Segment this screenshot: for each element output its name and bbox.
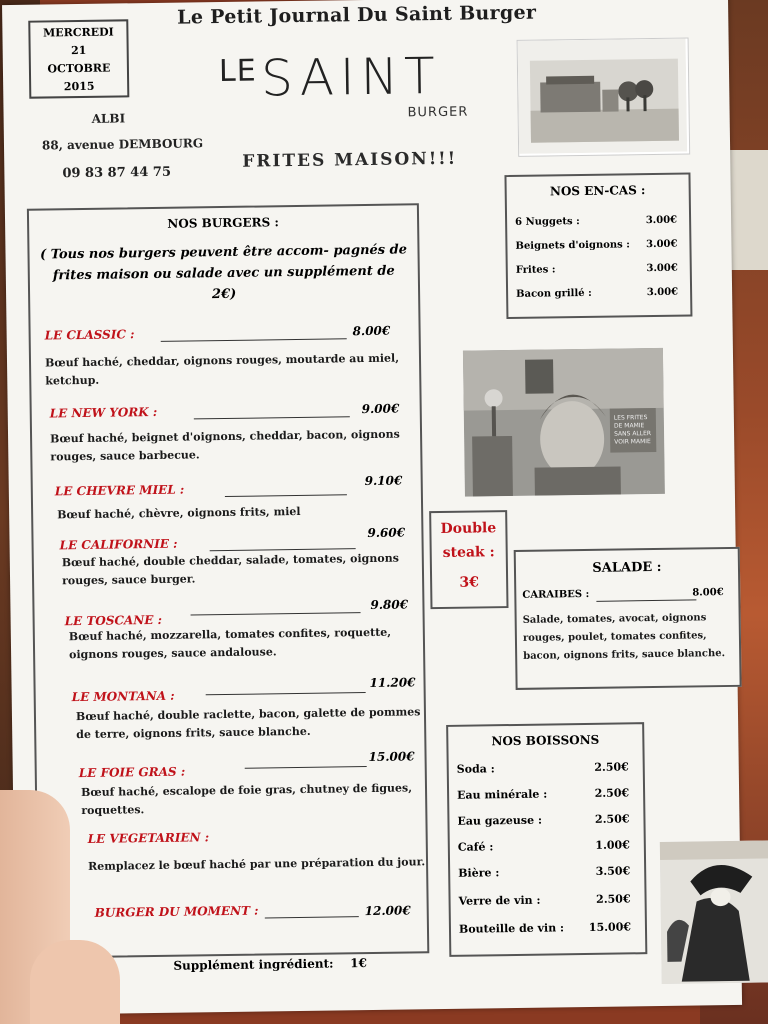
- background-floor: [730, 150, 768, 270]
- boisson-name: Bière :: [458, 866, 500, 880]
- boisson-price: 15.00€: [588, 920, 632, 934]
- encas-price: 3.00€: [646, 238, 678, 251]
- burger-desc: Remplacez le bœuf haché par une préparation du jour.: [87, 855, 426, 873]
- double-steak-box: [429, 510, 508, 609]
- vintage-poster: [660, 840, 768, 984]
- boisson-price: 2.50€: [594, 760, 629, 774]
- boisson-row: [458, 838, 638, 854]
- burger-name: LE FOIE GRAS :: [78, 764, 186, 781]
- burger-name: LE CALIFORNIE :: [59, 536, 178, 553]
- burgers-section: [27, 203, 429, 958]
- boisson-name: Verre de vin :: [458, 893, 541, 908]
- encas-row: [516, 287, 686, 300]
- salade-section: [514, 547, 742, 690]
- supplement-label: [173, 956, 367, 973]
- frites-maison-banner: FRITES MAISON!!!: [242, 148, 458, 172]
- burger-name: LE MONTANA :: [71, 688, 175, 705]
- steak-price: 3€: [459, 574, 479, 591]
- burger-desc: Bœuf haché, double cheddar, salade, tomates, oignons rouges, sauce burger.: [61, 551, 399, 588]
- encas-section: [504, 172, 692, 319]
- burger-price: 12.00€: [364, 903, 411, 919]
- photo-caption: LES FRITES DE MAMIE SANS ALLER VOIR MAMIE: [613, 414, 652, 446]
- date-box: [28, 19, 129, 98]
- boisson-name: Soda :: [456, 762, 495, 776]
- price-leader: [206, 692, 366, 695]
- burger-desc: Bœuf haché, chèvre, oignons frits, miel: [57, 504, 301, 522]
- encas-name: 6 Nuggets :: [515, 216, 580, 228]
- boisson-price: 1.00€: [595, 838, 630, 852]
- burger-price: 9.00€: [361, 401, 400, 417]
- logo-burger: BURGER: [407, 104, 469, 121]
- burgers-intro: ( Tous nos burgers peuvent être accom- pagnés de frites maison ou salade avec un supplément de 2€): [39, 242, 408, 303]
- burger-price: 15.00€: [368, 749, 415, 765]
- boisson-row: [459, 920, 639, 936]
- address: 88, avenue DEMBOURG: [41, 136, 204, 153]
- encas-name: Bacon grillé :: [516, 287, 592, 300]
- logo-saint: SAINT: [260, 46, 442, 108]
- burger-name: LE CLASSIC :: [44, 327, 135, 343]
- price-leader: [194, 416, 350, 419]
- building-photo: [517, 37, 691, 156]
- burger-name: LE VEGETARIEN :: [87, 830, 210, 846]
- burger-name: LE TOSCANE :: [64, 612, 163, 629]
- steak-line1: Double: [440, 520, 497, 537]
- date-year: 2015: [63, 79, 95, 94]
- burger-desc: Bœuf haché, mozzarella, tomates confites, roquette, oignons rouges, sauce andalouse.: [68, 625, 392, 662]
- burger-name: LE CHEVRE MIEL :: [54, 482, 185, 499]
- boisson-name: Eau minérale :: [457, 787, 548, 802]
- boissons-section: [446, 722, 647, 957]
- boisson-price: 2.50€: [594, 812, 630, 826]
- price-leader: [191, 612, 361, 615]
- boisson-price: 2.50€: [596, 892, 631, 906]
- salade-name: CARAIBES :: [522, 588, 590, 601]
- date-month: OCTOBRE: [47, 61, 111, 76]
- price-leader: [161, 338, 347, 342]
- date-weekday: MERCREDI: [42, 25, 114, 40]
- burger-desc: Bœuf haché, escalope de foie gras, chutney de figues, roquettes.: [80, 781, 413, 818]
- burger-desc: Bœuf haché, double raclette, bacon, galette de pommes de terre, oignons frits, sauce blanche.: [75, 705, 421, 742]
- encas-price: 3.00€: [645, 214, 678, 227]
- burger-price: 8.00€: [352, 323, 391, 339]
- price-leader: [245, 766, 367, 769]
- price-leader: [596, 599, 696, 601]
- boisson-row: [457, 786, 637, 802]
- burger-desc: Bœuf haché, beignet d'oignons, cheddar, bacon, oignons rouges, sauce barbecue.: [50, 427, 400, 464]
- salade-desc: Salade, tomates, avocat, oignons rouges, poulet, tomates confites, bacon, oignons frits, sauce blanche.: [522, 612, 726, 662]
- boisson-name: Café :: [457, 840, 494, 854]
- boisson-price: 2.50€: [594, 786, 630, 800]
- kid-photo: [463, 348, 665, 497]
- encas-price: 3.00€: [646, 286, 679, 299]
- steak-line2: steak :: [442, 544, 495, 561]
- menu-title: Le Petit Journal Du Saint Burger: [177, 1, 537, 29]
- burger-price: 11.20€: [369, 675, 416, 691]
- logo-le: LE: [218, 53, 257, 90]
- boisson-row: [457, 760, 637, 776]
- boisson-name: Eau gazeuse :: [457, 813, 543, 828]
- menu-sheet: [2, 0, 742, 1015]
- encas-row: [515, 215, 685, 228]
- salade-price: 8.00€: [692, 587, 724, 599]
- encas-price: 3.00€: [646, 262, 678, 275]
- salade-title: SALADE :: [592, 559, 662, 576]
- burger-price: 9.10€: [364, 473, 403, 489]
- burger-desc: Bœuf haché, cheddar, oignons rouges, moutarde au miel, ketchup.: [44, 351, 400, 388]
- hand-fingers: [30, 940, 120, 1024]
- burger-name: LE NEW YORK :: [49, 404, 158, 421]
- boisson-row: [458, 864, 638, 880]
- city: ALBI: [91, 111, 126, 126]
- boissons-title: NOS BOISSONS: [491, 732, 600, 749]
- saint-burger-logo: [215, 40, 486, 128]
- burger-price: 9.80€: [370, 597, 409, 612]
- supplement-price: 1€: [350, 956, 368, 971]
- encas-name: Beignets d'oignons :: [515, 239, 631, 252]
- boisson-row: [459, 892, 639, 908]
- burger-price: 9.60€: [367, 525, 406, 541]
- burgers-title: NOS BURGERS :: [167, 215, 279, 231]
- price-leader: [265, 916, 359, 918]
- boisson-price: 3.50€: [595, 864, 631, 878]
- boisson-row: [457, 812, 637, 828]
- date-day: 21: [70, 43, 87, 58]
- encas-title: NOS EN-CAS :: [549, 183, 646, 199]
- encas-row: [516, 263, 686, 276]
- price-leader: [225, 494, 347, 497]
- encas-name: Frites :: [515, 264, 556, 276]
- burger-name: BURGER DU MOMENT :: [94, 903, 259, 920]
- phone: 09 83 87 44 75: [62, 164, 172, 182]
- supplement-text: Supplément ingrédient:: [173, 956, 334, 973]
- boisson-name: Bouteille de vin :: [458, 921, 565, 936]
- encas-row: [515, 239, 685, 252]
